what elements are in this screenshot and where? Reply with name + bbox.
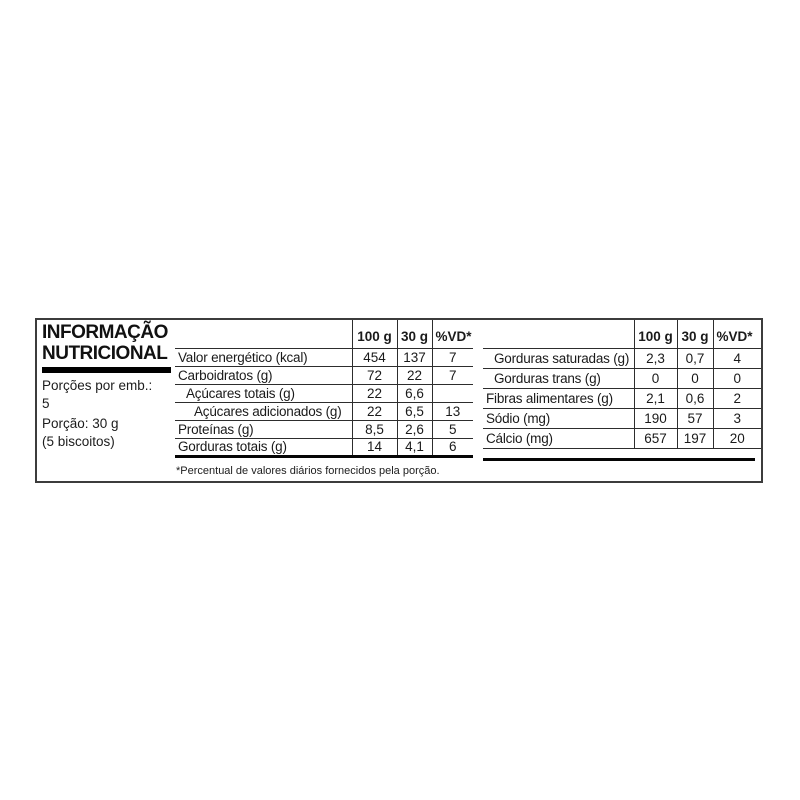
portion-note: (5 biscoitos) — [42, 433, 115, 449]
servings-per-package-label: Porções por emb.: — [42, 378, 153, 393]
portion-size: Porção: 30 g — [42, 416, 119, 431]
nutrient-row-energia — [175, 348, 473, 366]
nutrient-row-fibras — [483, 388, 761, 408]
value-100g: 14 — [352, 438, 397, 456]
value-dv: 20 — [713, 428, 761, 448]
value-dv: 7 — [432, 366, 473, 384]
header-per-30g: 30 g — [677, 320, 713, 348]
value-dv: 5 — [432, 420, 473, 438]
nutrient-row-acucares-totais — [175, 384, 473, 402]
panel-title: INFORMAÇÃO NUTRICIONAL — [42, 322, 168, 364]
nutrient-label: Carboidratos (g) — [178, 367, 273, 383]
value-dv: 3 — [713, 408, 761, 428]
value-100g: 2,3 — [634, 348, 677, 368]
header-per-30g: 30 g — [397, 320, 432, 348]
nutrient-label: Proteínas (g) — [178, 421, 254, 437]
nutrient-table-left — [175, 320, 473, 458]
nutrient-label: Cálcio (mg) — [486, 430, 553, 446]
value-dv — [432, 384, 473, 402]
nutrient-row-gorduras-totais — [175, 438, 473, 456]
value-dv: 4 — [713, 348, 761, 368]
header-daily-value: %VD* — [713, 320, 761, 348]
header-spacer — [483, 320, 634, 348]
value-100g: 72 — [352, 366, 397, 384]
nutrient-table-right — [483, 320, 761, 449]
value-dv: 7 — [432, 348, 473, 366]
value-30g: 0,6 — [677, 388, 713, 408]
nutrient-label: Gorduras totais (g) — [178, 439, 287, 454]
table-header-row — [483, 320, 761, 348]
value-100g: 2,1 — [634, 388, 677, 408]
servings-per-package-value: 5 — [42, 395, 50, 411]
value-dv: 13 — [432, 402, 473, 420]
value-100g: 0 — [634, 368, 677, 388]
nutrient-row-proteinas — [175, 420, 473, 438]
nutrient-label: Valor energético (kcal) — [178, 349, 308, 365]
value-30g: 0,7 — [677, 348, 713, 368]
value-30g: 57 — [677, 408, 713, 428]
header-spacer — [175, 320, 352, 348]
value-30g: 6,5 — [397, 402, 432, 420]
table-header-row — [175, 320, 473, 348]
header-per-100g: 100 g — [634, 320, 677, 348]
value-dv: 6 — [432, 438, 473, 456]
title-underline-bar — [42, 367, 171, 373]
value-30g: 0 — [677, 368, 713, 388]
nutrient-label: Açúcares adicionados (g) — [194, 403, 342, 419]
value-30g: 6,6 — [397, 384, 432, 402]
header-per-100g: 100 g — [352, 320, 397, 348]
nutrient-label: Gorduras saturadas (g) — [494, 350, 630, 366]
value-30g: 4,1 — [397, 438, 432, 456]
value-dv: 0 — [713, 368, 761, 388]
nutrient-label: Açúcares totais (g) — [186, 385, 295, 401]
value-30g: 2,6 — [397, 420, 432, 438]
nutrient-row-sodio — [483, 408, 761, 428]
value-100g: 657 — [634, 428, 677, 448]
nutrient-row-calcio — [483, 428, 761, 448]
right-table-bottom-bar — [483, 458, 755, 461]
value-30g: 197 — [677, 428, 713, 448]
value-100g: 22 — [352, 402, 397, 420]
value-100g: 190 — [634, 408, 677, 428]
nutrition-facts-panel — [35, 318, 763, 483]
value-dv: 2 — [713, 388, 761, 408]
daily-value-footnote: *Percentual de valores diários fornecidos pela porção. — [176, 465, 440, 477]
header-daily-value: %VD* — [432, 320, 473, 348]
nutrient-label: Sódio (mg) — [486, 410, 551, 426]
serving-info — [42, 377, 176, 450]
value-30g: 22 — [397, 366, 432, 384]
nutrient-row-gorduras-saturadas — [483, 348, 761, 368]
nutrient-row-carboidratos — [175, 366, 473, 384]
nutrient-label: Fibras alimentares (g) — [486, 390, 613, 406]
value-100g: 454 — [352, 348, 397, 366]
panel-info-block — [42, 322, 176, 450]
nutrient-label: Gorduras trans (g) — [494, 370, 601, 386]
value-100g: 22 — [352, 384, 397, 402]
nutrient-row-gorduras-trans — [483, 368, 761, 388]
nutrient-row-acucares-adicionados — [175, 402, 473, 420]
value-100g: 8,5 — [352, 420, 397, 438]
value-30g: 137 — [397, 348, 432, 366]
